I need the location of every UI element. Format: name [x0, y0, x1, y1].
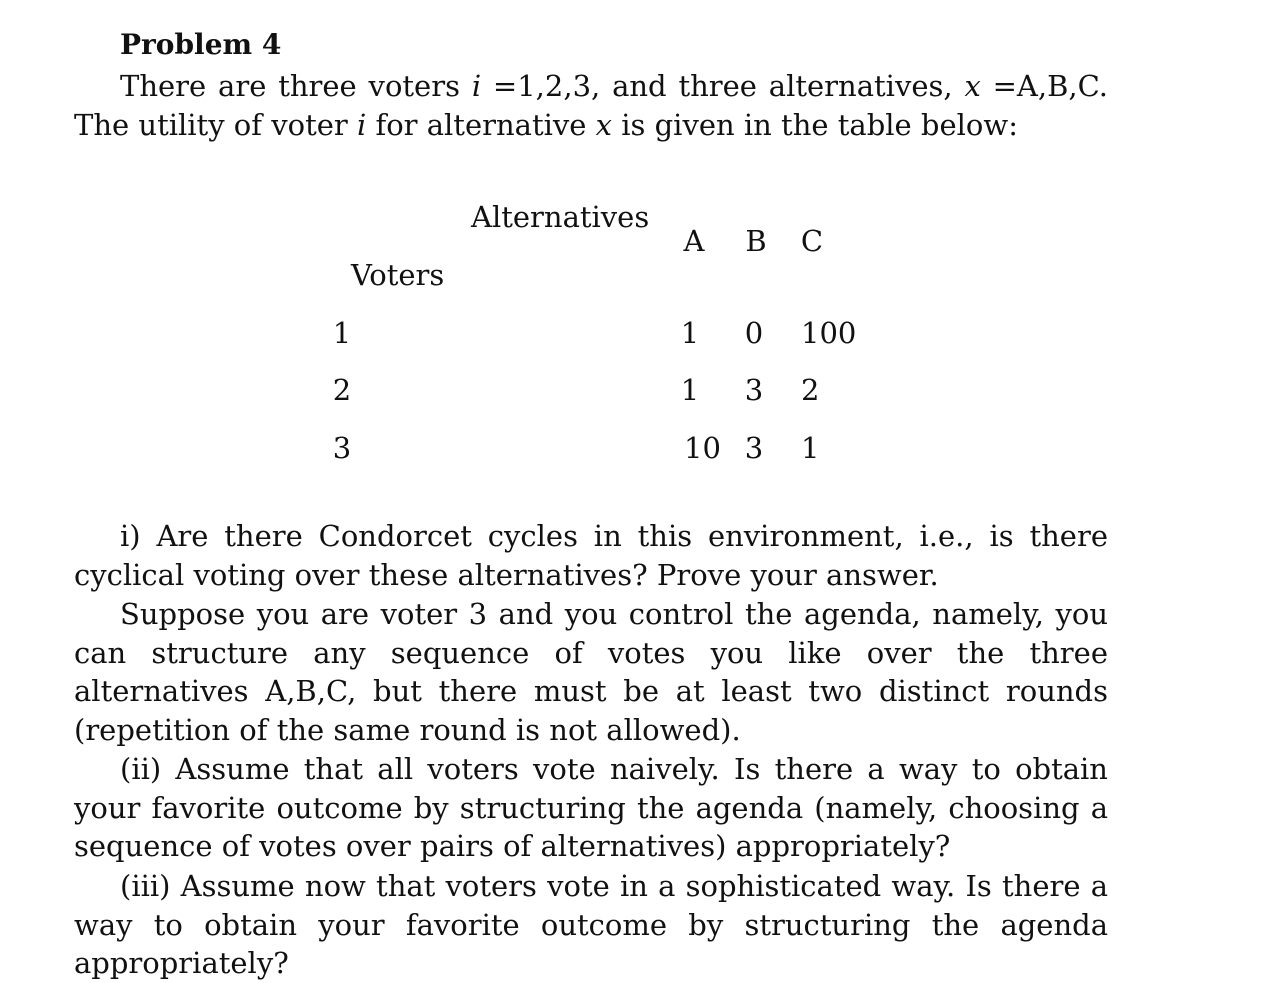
agenda-setup — [74, 595, 1108, 749]
intro-text-1: There are three voters — [120, 69, 472, 103]
column-header-a: A — [683, 224, 705, 258]
row-voter-3: 3 — [332, 431, 352, 465]
column-header-b: B — [745, 224, 767, 258]
question-iii-text: (iii) Assume now that voters vote in a sophisticated way. Is there a way to obtain your favorite outcome by structuring the agenda appropriately? — [74, 869, 1108, 980]
cell-2-b: 3 — [744, 373, 764, 407]
row-voter-1: 1 — [332, 316, 352, 350]
math-var-i-2: i — [356, 107, 367, 142]
math-var-i: i — [471, 69, 482, 103]
intro-text-3: =A,B,C. The utility of voter — [74, 69, 1108, 142]
math-var-x-2: x — [595, 107, 613, 142]
question-i — [74, 517, 1108, 594]
question-i-text: i) Are there Condorcet cycles in this environment, i.e., is there cyclical voting over these alternatives? Prove your answer. — [74, 519, 1108, 592]
header-alternatives: Alternatives — [471, 200, 650, 234]
cell-1-c: 100 — [801, 316, 857, 350]
math-var-x: x — [964, 69, 981, 103]
intro-text-2: =1,2,3, and three alternatives, — [481, 69, 965, 103]
problem-title: Problem 4 — [120, 28, 282, 61]
row-voter-2: 2 — [332, 373, 352, 407]
question-ii-text: (ii) Assume that all voters vote naively. Is there a way to obtain your favorite outcome by structuring the agenda (namely, choosing a sequence of votes over pairs of alternatives) appropriately? — [74, 752, 1108, 863]
cell-1-b: 0 — [744, 316, 764, 350]
question-iii — [74, 867, 1108, 983]
question-ii — [74, 750, 1108, 866]
cell-3-a: 10 — [684, 431, 721, 465]
cell-2-a: 1 — [680, 373, 700, 407]
cell-3-c: 1 — [801, 431, 820, 465]
header-voters: Voters — [351, 258, 445, 292]
intro-text-5: is given in the table below: — [612, 107, 1018, 142]
intro-text-4: for alternative — [366, 107, 596, 142]
cell-3-b: 3 — [744, 431, 764, 465]
cell-1-a: 1 — [680, 316, 700, 350]
intro-paragraph — [74, 67, 1108, 144]
column-header-c: C — [800, 224, 824, 258]
agenda-setup-text: Suppose you are voter 3 and you control the agenda, namely, you can structure any sequence of votes you like over the three alternatives A,B,C, but there must be at least two distinct rounds (repetition of the same round is not allowed). — [74, 597, 1108, 747]
cell-2-c: 2 — [801, 373, 820, 407]
